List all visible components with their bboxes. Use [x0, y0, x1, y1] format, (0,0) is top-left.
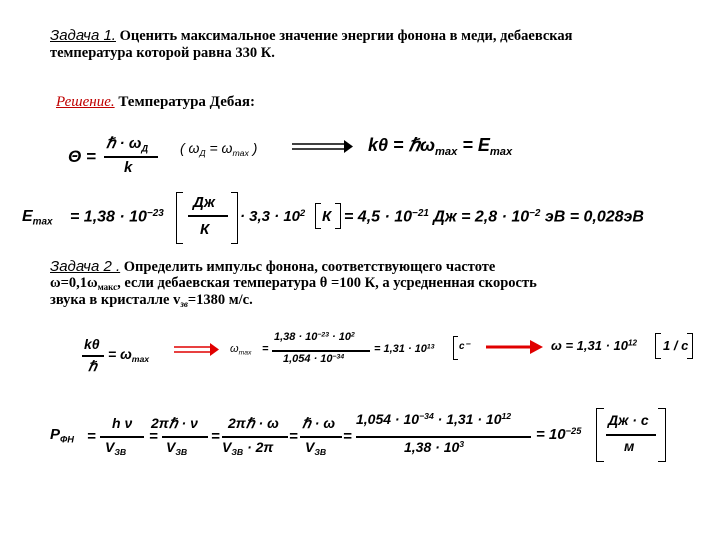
f1-denominator: k [124, 159, 133, 176]
f3-eq: = $\omega_{max}$ [108, 346, 150, 365]
f2-k-bracket-right [335, 203, 341, 229]
task2-line3: звука в кристалле $v_{зв}=1380$ м/с. [50, 292, 253, 310]
f1-result: kθ = ℏω$_{max}$ = $E_{max}$ [368, 135, 513, 158]
f2-value3: = $4,5 \cdot 10^{-21}$ Дж = $2,8 \cdot 10^{-2}$ эВ = 0,028эВ [344, 208, 644, 226]
f2-bracket-right [231, 192, 238, 244]
f3-final: $\omega = 1,31 \cdot 10^{12}$ [551, 338, 637, 353]
f3-frac-num: $1,38 \cdot 10^{-23} \cdot 10^2$ [274, 331, 355, 343]
f4-t3-num: 2πℏ · ω [228, 415, 279, 431]
f4-t2-num: 2πℏ · ν [151, 415, 198, 431]
solution-label: Решение. [56, 94, 115, 110]
f3-den: ℏ [88, 358, 97, 374]
f3-final-bracket-right [687, 333, 693, 359]
f4-t1-num: h ν [112, 415, 133, 431]
f2-unit-den: К [200, 221, 210, 238]
f2-unit-k: К [322, 208, 332, 225]
f4-eq3: = [211, 428, 220, 445]
f4-eq2: = [149, 428, 158, 445]
task2-label: Задача 2 . [50, 258, 121, 275]
f4-t4-bar [300, 436, 342, 438]
task2-line1: Определить импульс фонона, соответствующего частоте [123, 259, 496, 275]
f2-unit-num: Дж [193, 194, 215, 211]
f4-result: = $10^{-25}$ [536, 426, 582, 444]
f1-condition: ( $\omega_Д = \omega_{max}$ ) [180, 140, 258, 159]
f4-t5-bar [356, 436, 531, 438]
f4-eq5: = [343, 428, 352, 445]
f1-arrow-icon [292, 139, 354, 155]
f3-final-unit: 1 / с [663, 338, 689, 353]
f4-t3-den: $V_{ЗВ} \cdot 2\pi$ [222, 439, 274, 458]
f1-fraction-bar [104, 156, 158, 158]
task1-label: Задача 1. [50, 27, 116, 44]
f4-lhs: $P_{ФН}$ [50, 426, 74, 445]
f4-t4-num: ℏ · ω [302, 415, 335, 431]
solution-text: Температура Дебая: [118, 94, 255, 110]
f4-unit-bracket-left [596, 408, 604, 462]
f4-t1-den: $V_{ЗВ}$ [105, 439, 127, 458]
task2-line2: $\omega=0,1\omega_{макс}$, если дебаевская температура θ =100 К, а усредненная скорость [50, 275, 537, 293]
f1-numerator: ℏ · $\omega_Д$ [106, 135, 149, 154]
f3-omega: $\omega_{max}$ [230, 343, 252, 357]
f4-t1-bar [100, 436, 144, 438]
f2-value2: · $3,3 \cdot 10^2$ [240, 208, 306, 226]
task1-heading [50, 27, 573, 45]
f4-t4-den: $V_{ЗВ}$ [305, 439, 327, 458]
f3-result: = $1,31 \cdot 10^{13}$ [374, 343, 435, 355]
f4-unit-den: м [624, 438, 635, 454]
f2-value1: = $1,38 \cdot 10^{-23}$ [70, 208, 164, 226]
f4-t3-bar [222, 436, 288, 438]
f3-frac-bar [272, 350, 370, 352]
f2-k-bracket-left [315, 203, 321, 229]
f2-lhs: $E_{max}$ [22, 208, 53, 228]
f2-bracket-left [176, 192, 183, 244]
f4-t2-den: $V_{ЗВ}$ [166, 439, 188, 458]
f3-eq-sign: = [262, 343, 269, 355]
solution-heading [56, 94, 255, 111]
f4-unit-bar [606, 434, 656, 436]
f4-unit-bracket-right [658, 408, 666, 462]
f4-unit-num: Дж · с [608, 412, 649, 428]
task1-line1: Оценить максимальное значение энергии фонона в меди, дебаевская [119, 28, 573, 44]
theta-symbol: Θ = [68, 147, 96, 166]
task1-line2: температура которой равна 330 К. [50, 45, 275, 61]
f3-bracket-left [453, 336, 458, 360]
f3-bar [82, 355, 104, 357]
f4-t5-den: $1,38 \cdot 10^3$ [404, 439, 465, 455]
f3-arrow1-icon [174, 343, 220, 357]
f3-bracket-content: с⁻ [459, 341, 470, 352]
f3-frac-den: $1,054 \cdot 10^{-34}$ [283, 353, 345, 365]
f2-unit-bar [188, 215, 228, 217]
f3-final-bracket-left [655, 333, 661, 359]
f3-arrow2-icon [486, 339, 544, 355]
f4-eq4: = [289, 428, 298, 445]
f4-t5-num: $1,054 \cdot 10^{-34} \cdot 1,31 \cdot 10^{12}$ [356, 411, 512, 427]
f4-eq1: = [87, 428, 96, 445]
f4-t2-bar [162, 436, 208, 438]
f3-num: kθ [84, 336, 100, 352]
task2-heading [50, 258, 495, 276]
